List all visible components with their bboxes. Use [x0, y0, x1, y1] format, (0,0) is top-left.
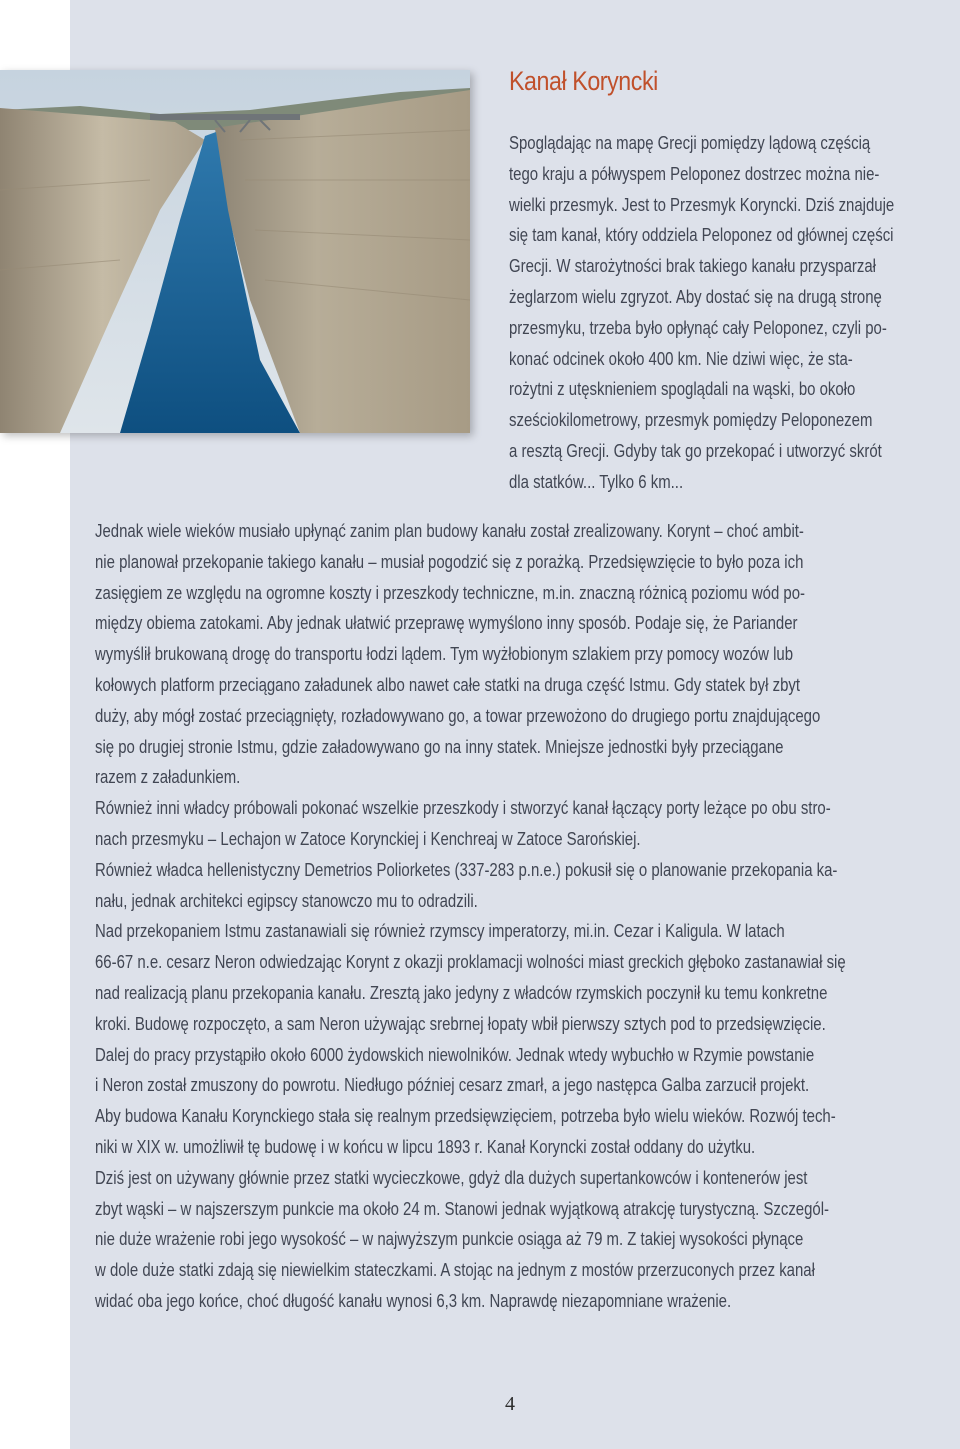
text-line: nad realizacją planu przekopania kanału. Zresztą jako jedyny z władców rzymskich poczynił ku temu konkretne: [95, 982, 828, 1003]
text-line: tego kraju a półwyspem Peloponez dostrzec można nie-: [509, 163, 880, 184]
text-line: Jednak wiele wieków musiało upłynąć zanim plan budowy kanału został zrealizowany. Korynt – choć ambit-: [95, 521, 804, 541]
text-line: wielki przesmyk. Jest to Przesmyk Koryncki. Dziś znajduje: [509, 194, 895, 215]
text-line: niki w XIX w. umożliwił tę budowę i w końcu w lipcu 1893 r. Kanał Koryncki został oddany do użytku.: [95, 1136, 756, 1157]
article-title: Kanał Koryncki: [509, 66, 658, 96]
text-line: w dole duże statki zdają się niewielkim stateczkami. A stojąc na jednym z mostów przerzuconych przez kanał: [95, 1260, 815, 1281]
text-line: konać odcinek około 400 km. Nie dziwi więc, że sta-: [509, 348, 853, 369]
text-line: wymyślił brukowaną drogę do transportu łodzi lądem. Tym wyżłobionym szlakiem przy pomocy wozów lub: [95, 644, 794, 665]
text-line: sześciokilometrowy, przesmyk pomiędzy Peloponezem: [509, 410, 873, 431]
text-line: nach przesmyku – Lechajon w Zatoce Korynckiej i Kenchreaj w Zatoce Sarońskiej.: [95, 828, 641, 849]
text-line: zasięgiem ze względu na ogromne koszty i przeszkody techniczne, m.in. znaczną różnicą poziomu wód po-: [95, 582, 806, 603]
text-line: Dziś jest on używany głównie przez statki wycieczkowe, gdyż dla dużych supertankowców i kontenerów jest: [95, 1167, 808, 1188]
page-number: 4: [505, 1393, 515, 1415]
canal-photo: [0, 70, 470, 433]
text-line: nału, jednak architekci egipscy stanowczo mu to odradzili.: [95, 890, 478, 911]
text-line: widać oba jego końce, choć długość kanału wynosi 6,3 km. Naprawdę niezapomniane wrażenie.: [95, 1290, 732, 1311]
text-line: kroki. Budowę rozpoczęto, a sam Neron używając srebrnej łopaty wbił pierwszy sztych pod to przedsięwzięcie.: [95, 1013, 826, 1034]
text-line: Również władca hellenistyczny Demetrios Poliorketes (337-283 p.n.e.) pokusił się o planowanie przekopania ka-: [95, 859, 838, 880]
text-line: razem z załadunkiem.: [95, 767, 241, 788]
text-line: Aby budowa Kanału Korynckiego stała się realnym przedsięwzięciem, potrzeba było wielu wieków. Rozwój tech-: [95, 1106, 836, 1127]
text-line: się tam kanał, który oddziela Peloponez od głównej części: [509, 225, 894, 246]
text-line: rożytni z utęsknieniem spoglądali na wąski, bo około: [509, 379, 856, 400]
text-line: między obiema zatokami. Aby jednak ułatwić przeprawę wymyślono inny sposób. Podaje się, że Pariander: [95, 613, 798, 634]
text-line: 66-67 n.e. cesarz Neron odwiedzając Korynt z okazji proklamacji wolności miast greckich głęboko zastanawiał się: [95, 952, 846, 973]
text-line: Spoglądając na mapę Grecji pomiędzy lądową częścią: [509, 133, 871, 153]
text-line: Również inni władcy próbowali pokonać wszelkie przeszkody i stworzyć kanał łączący porty leżące po obu stro-: [95, 798, 831, 819]
text-line: Dalej do pracy przystąpiło około 6000 żydowskich niewolników. Jednak wtedy wybuchło w Rzymie powstanie: [95, 1044, 815, 1065]
text-line: dla statków... Tylko 6 km...: [509, 471, 684, 492]
text-line: żeglarzom wielu zgryzot. Aby dostać się na drugą stronę: [509, 286, 882, 307]
text-line: i Neron został zmuszony do powrotu. Niedługo później cesarz zmarł, a jego następca Galba zarzucił projekt.: [95, 1075, 810, 1096]
text-line: Grecji. W starożytności brak takiego kanału przysparzał: [509, 256, 877, 277]
text-line: przesmyku, trzeba było opłynąć cały Peloponez, czyli po-: [509, 317, 887, 338]
text-line: kołowych platform przeciągano załadunek albo nawet całe statki na druga część Istmu. Gdy statek był zbyt: [95, 674, 801, 695]
text-line: zbyt wąski – w najszerszym punkcie ma około 24 m. Stanowi jednak wyjątkową atrakcję turystyczną. Szczegól-: [95, 1198, 830, 1219]
text-line: się po drugiej stronie Istmu, gdzie załadowywano go na inny statek. Mniejsze jednostki były przeciągane: [95, 736, 784, 757]
intro-paragraph: [509, 128, 934, 498]
text-line: duży, aby mógł zostać przeciągnięty, rozładowywano go, a towar przewożono do drugiego portu znajdującego: [95, 705, 821, 726]
body-text: [95, 516, 935, 1317]
text-line: nie duże wrażenie robi jego wysokość – w najwyższym punkcie osiąga aż 79 m. Z takiej wysokości płynące: [95, 1229, 804, 1250]
text-line: nie planował przekopanie takiego kanału – musiał pogodzić się z porażką. Przedsięwzięcie to było poza ich: [95, 551, 804, 572]
text-line: a resztą Grecji. Gdyby tak go przekopać i utworzyć skrót: [509, 440, 882, 461]
text-line: Nad przekopaniem Istmu zastanawiali się również rzymscy imperatorzy, mi.in. Cezar i Kaligula. W latach: [95, 921, 785, 942]
